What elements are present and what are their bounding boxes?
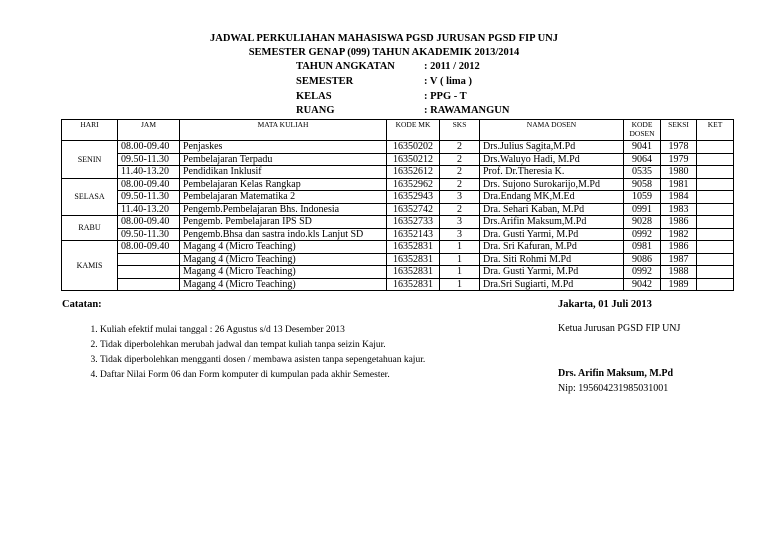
dosen-cell: Dra. Gusti Yarmi, M.Pd — [480, 228, 624, 241]
seksi-cell: 1978 — [661, 141, 697, 154]
kode-mk-cell: 16352943 — [387, 191, 440, 204]
meta-row — [296, 91, 596, 102]
ket-cell — [697, 203, 734, 216]
kode-mk-cell: 16352143 — [387, 228, 440, 241]
table-row — [62, 241, 734, 254]
sks-cell: 3 — [440, 191, 480, 204]
seksi-cell: 1987 — [661, 253, 697, 266]
seksi-cell: 1988 — [661, 266, 697, 279]
header-mata-kuliah: MATA KULIAH — [180, 120, 387, 141]
kode-dosen-cell: 0535 — [624, 166, 661, 179]
schedule-table — [61, 119, 734, 291]
mata-kuliah-cell: Magang 4 (Micro Teaching) — [180, 266, 387, 279]
sks-cell: 1 — [440, 278, 480, 291]
table-row — [62, 166, 734, 179]
header-ket: KET — [697, 120, 734, 141]
sks-cell: 3 — [440, 216, 480, 229]
meta-key: TAHUN ANGKATAN — [296, 61, 395, 72]
kode-dosen-cell: 0992 — [624, 266, 661, 279]
seksi-cell: 1984 — [661, 191, 697, 204]
document-subtitle: SEMESTER GENAP (099) TAHUN AKADEMIK 2013/2014 — [248, 47, 520, 58]
day-cell: KAMIS — [62, 241, 118, 291]
kode-dosen-cell: 1059 — [624, 191, 661, 204]
table-row — [62, 266, 734, 279]
seksi-cell: 1980 — [661, 166, 697, 179]
sks-cell: 1 — [440, 241, 480, 254]
kode-dosen-cell: 9042 — [624, 278, 661, 291]
header-kode-dosen: KODE DOSEN — [624, 120, 661, 141]
ket-cell — [697, 178, 734, 191]
seksi-cell: 1981 — [661, 178, 697, 191]
mata-kuliah-cell: Pembelajaran Matematika 2 — [180, 191, 387, 204]
seksi-cell: 1979 — [661, 153, 697, 166]
day-cell: SENIN — [62, 141, 118, 179]
kode-dosen-cell: 0981 — [624, 241, 661, 254]
sks-cell: 1 — [440, 253, 480, 266]
ket-cell — [697, 141, 734, 154]
kode-dosen-cell: 9028 — [624, 216, 661, 229]
jam-cell: 09.50-11.30 — [118, 153, 180, 166]
meta-row — [296, 61, 596, 72]
jam-cell — [118, 278, 180, 291]
kode-mk-cell: 16352831 — [387, 266, 440, 279]
meta-key: KELAS — [296, 91, 332, 102]
table-row — [62, 191, 734, 204]
day-cell: RABU — [62, 216, 118, 241]
ket-cell — [697, 266, 734, 279]
mata-kuliah-cell: Magang 4 (Micro Teaching) — [180, 253, 387, 266]
mata-kuliah-cell: Magang 4 (Micro Teaching) — [180, 278, 387, 291]
table-row — [62, 153, 734, 166]
sks-cell: 1 — [440, 266, 480, 279]
signer-name: Drs. Arifin Maksum, M.Pd — [558, 368, 673, 379]
dosen-cell: Dra. Sri Kafuran, M.Pd — [480, 241, 624, 254]
header-kode-mk: KODE MK — [387, 120, 440, 141]
mata-kuliah-cell: Pendidikan Inklusif — [180, 166, 387, 179]
header-nama-dosen: NAMA DOSEN — [480, 120, 624, 141]
note-item: 2. Tidak diperbolehkan merubah jadwal dan tempat kuliah tanpa seizin Kajur. — [100, 338, 425, 353]
signer-nip: Nip: 195604231985031001 — [558, 383, 669, 394]
sks-cell: 2 — [440, 178, 480, 191]
dosen-cell: Dra.Sri Sugiarti, M.Pd — [480, 278, 624, 291]
dosen-cell: Drs. Sujono Surokarijo,M.Pd — [480, 178, 624, 191]
mata-kuliah-cell: Pembelajaran Terpadu — [180, 153, 387, 166]
table-row — [62, 203, 734, 216]
ket-cell — [697, 166, 734, 179]
seksi-cell: 1989 — [661, 278, 697, 291]
table-row — [62, 228, 734, 241]
header-hari: HARI — [62, 120, 118, 141]
dosen-cell: Drs.Julius Sagita,M.Pd — [480, 141, 624, 154]
jam-cell: 09.50-11.30 — [118, 228, 180, 241]
kode-mk-cell: 16352733 — [387, 216, 440, 229]
sks-cell: 2 — [440, 166, 480, 179]
ket-cell — [697, 228, 734, 241]
kode-mk-cell: 16350212 — [387, 153, 440, 166]
jam-cell: 08.00-09.40 — [118, 178, 180, 191]
jam-cell — [118, 253, 180, 266]
kode-mk-cell: 16352831 — [387, 253, 440, 266]
jam-cell — [118, 266, 180, 279]
table-row — [62, 278, 734, 291]
mata-kuliah-cell: Magang 4 (Micro Teaching) — [180, 241, 387, 254]
seksi-cell: 1986 — [661, 241, 697, 254]
kode-mk-cell: 16352831 — [387, 241, 440, 254]
ket-cell — [697, 191, 734, 204]
ket-cell — [697, 241, 734, 254]
sks-cell: 2 — [440, 153, 480, 166]
kode-dosen-cell: 9041 — [624, 141, 661, 154]
ket-cell — [697, 216, 734, 229]
sks-cell: 3 — [440, 228, 480, 241]
meta-row — [296, 105, 596, 116]
kode-dosen-cell: 0992 — [624, 228, 661, 241]
note-item: 1. Kuliah efektif mulai tanggal : 26 Agustus s/d 13 Desember 2013 — [100, 323, 425, 338]
sks-cell: 2 — [440, 203, 480, 216]
day-cell: SELASA — [62, 178, 118, 216]
notes-list — [82, 323, 425, 383]
table-row — [62, 253, 734, 266]
dosen-cell: Dra.Endang MK,M.Ed — [480, 191, 624, 204]
ket-cell — [697, 153, 734, 166]
header-sks: SKS — [440, 120, 480, 141]
seksi-cell: 1982 — [661, 228, 697, 241]
jam-cell: 11.40-13.20 — [118, 166, 180, 179]
dosen-cell: Drs.Arifin Maksum,M.Pd — [480, 216, 624, 229]
seksi-cell: 1983 — [661, 203, 697, 216]
meta-value: : PPG - T — [424, 91, 467, 102]
mata-kuliah-cell: Pengemb. Pembelajaran IPS SD — [180, 216, 387, 229]
kode-mk-cell: 16352612 — [387, 166, 440, 179]
mata-kuliah-cell: Pengemb.Bhsa dan sastra indo.kls Lanjut SD — [180, 228, 387, 241]
meta-value: : RAWAMANGUN — [424, 105, 510, 116]
table-row — [62, 216, 734, 229]
kode-dosen-cell: 9086 — [624, 253, 661, 266]
meta-key: SEMESTER — [296, 76, 354, 87]
signer-role: Ketua Jurusan PGSD FIP UNJ — [558, 323, 681, 334]
table-row — [62, 141, 734, 154]
jam-cell: 08.00-09.40 — [118, 241, 180, 254]
table-header-row — [62, 120, 734, 141]
header-jam: JAM — [118, 120, 180, 141]
jam-cell: 08.00-09.40 — [118, 141, 180, 154]
meta-value: : 2011 / 2012 — [424, 61, 480, 72]
jam-cell: 08.00-09.40 — [118, 216, 180, 229]
jam-cell: 11.40-13.20 — [118, 203, 180, 216]
dosen-cell: Prof. Dr.Theresia K. — [480, 166, 624, 179]
kode-mk-cell: 16350202 — [387, 141, 440, 154]
seksi-cell: 1986 — [661, 216, 697, 229]
meta-row — [296, 76, 596, 87]
ket-cell — [697, 278, 734, 291]
header-seksi: SEKSI — [661, 120, 697, 141]
kode-dosen-cell: 9058 — [624, 178, 661, 191]
note-item: 4. Daftar Nilai Form 06 dan Form komputer di kumpulan pada akhir Semester. — [100, 368, 425, 383]
dosen-cell: Dra. Gusti Yarmi, M.Pd — [480, 266, 624, 279]
place-date: Jakarta, 01 Juli 2013 — [558, 299, 652, 310]
sks-cell: 2 — [440, 141, 480, 154]
dosen-cell: Dra. Sehari Kaban, M.Pd — [480, 203, 624, 216]
dosen-cell: Dra. Siti Rohmi M.Pd — [480, 253, 624, 266]
mata-kuliah-cell: Penjaskes — [180, 141, 387, 154]
kode-mk-cell: 16352831 — [387, 278, 440, 291]
note-item: 3. Tidak diperbolehkan mengganti dosen / membawa asisten tanpa sepengetahuan kajur. — [100, 353, 425, 368]
ket-cell — [697, 253, 734, 266]
catatan-label: Catatan: — [62, 299, 102, 310]
kode-mk-cell: 16352962 — [387, 178, 440, 191]
mata-kuliah-cell: Pembelajaran Kelas Rangkap — [180, 178, 387, 191]
kode-dosen-cell: 9064 — [624, 153, 661, 166]
table-row — [62, 178, 734, 191]
mata-kuliah-cell: Pengemb.Pembelajaran Bhs. Indonesia — [180, 203, 387, 216]
kode-dosen-cell: 0991 — [624, 203, 661, 216]
jam-cell: 09.50-11.30 — [118, 191, 180, 204]
meta-value: : V ( lima ) — [424, 76, 473, 87]
kode-mk-cell: 16352742 — [387, 203, 440, 216]
meta-key: RUANG — [296, 105, 335, 116]
document-title: JADWAL PERKULIAHAN MAHASISWA PGSD JURUSAN PGSD FIP UNJ — [210, 33, 558, 44]
dosen-cell: Drs.Waluyo Hadi, M.Pd — [480, 153, 624, 166]
